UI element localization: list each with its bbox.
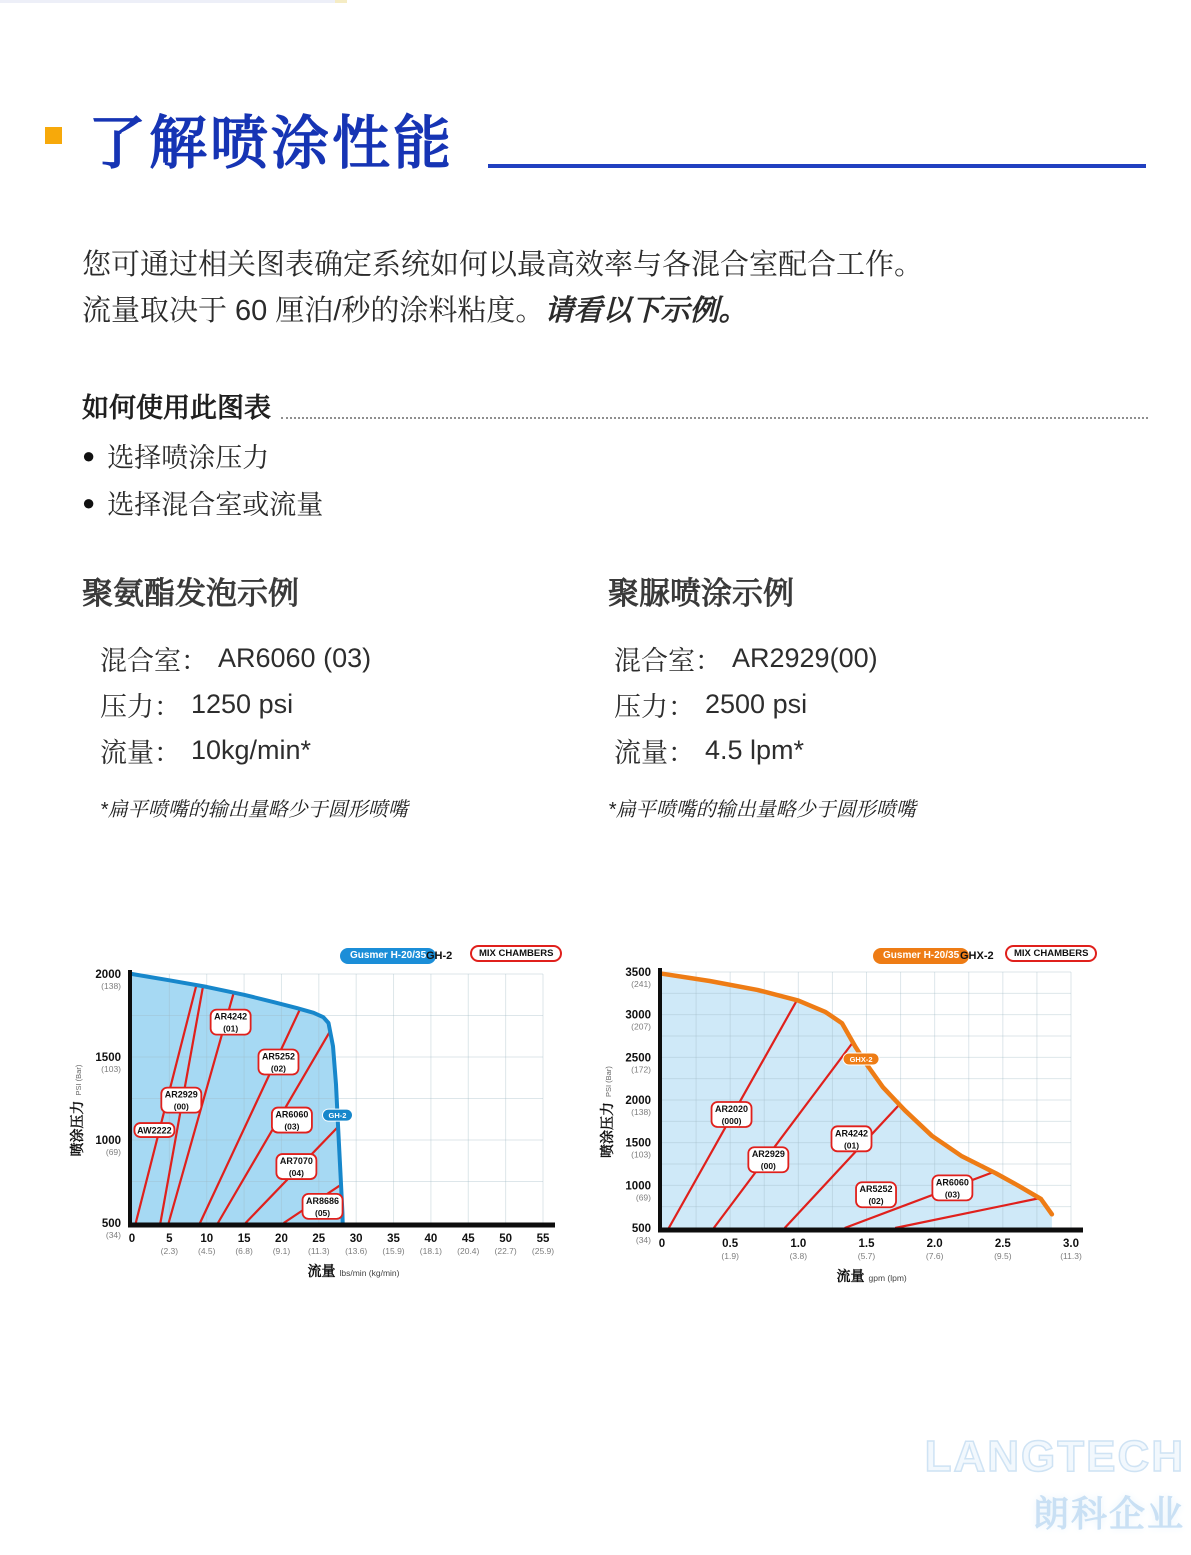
page-title: 了解喷涂性能 — [88, 111, 455, 176]
svg-text:(9.5): (9.5) — [994, 1251, 1012, 1261]
intro-emphasis: 请看以下示例。 — [544, 295, 748, 327]
svg-text:GH-2: GH-2 — [328, 1111, 347, 1121]
example-rows — [82, 635, 562, 773]
svg-text:(241): (241) — [631, 979, 651, 989]
example-row: 压力： 2500 psi — [614, 688, 808, 722]
svg-text:(20.4): (20.4) — [457, 1246, 480, 1256]
intro-line-2: 流量取决于 60 厘泊/秒的涂料粘度。请看以下示例。 — [82, 295, 748, 327]
svg-text:(5.7): (5.7) — [857, 1251, 876, 1261]
howto-title: 如何使用此图表 — [82, 393, 271, 423]
svg-text:(69): (69) — [105, 1147, 121, 1157]
svg-text:1.5: 1.5 — [858, 1238, 875, 1250]
svg-text:(11.3): (11.3) — [1060, 1251, 1082, 1261]
svg-text:(4.5): (4.5) — [197, 1246, 216, 1256]
intro-line-1: 您可通过相关图表确定系统如何以最高效率与各混合室配合工作。 — [82, 249, 924, 281]
svg-text:AR8686: AR8686 — [306, 1195, 340, 1206]
mix-chambers-legend: MIX CHAMBERS — [470, 945, 562, 962]
svg-text:2.5: 2.5 — [994, 1238, 1011, 1250]
svg-text:(03): (03) — [284, 1121, 300, 1132]
svg-text:0.5: 0.5 — [722, 1238, 739, 1250]
svg-text:55: 55 — [536, 1233, 550, 1245]
title-underline — [488, 164, 1146, 168]
example-rows — [608, 635, 1088, 773]
svg-text:20: 20 — [275, 1233, 288, 1245]
svg-text:(13.6): (13.6) — [345, 1246, 368, 1256]
svg-text:10: 10 — [200, 1233, 214, 1245]
svg-text:1.0: 1.0 — [790, 1238, 807, 1250]
svg-text:AR6060: AR6060 — [275, 1109, 309, 1120]
howto-section-header — [82, 386, 1148, 425]
bullet-icon: ● — [82, 442, 96, 468]
svg-text:15: 15 — [237, 1233, 251, 1245]
svg-text:流量: 流量 — [307, 1263, 336, 1279]
svg-text:5: 5 — [166, 1233, 173, 1245]
svg-text:(138): (138) — [101, 981, 121, 991]
bullet-icon: ● — [82, 489, 96, 515]
example-polyurea-spray — [608, 568, 1088, 822]
svg-text:(6.8): (6.8) — [235, 1246, 253, 1256]
howto-bullets — [82, 432, 323, 526]
svg-text:3500: 3500 — [625, 967, 651, 979]
svg-text:流量: 流量 — [836, 1268, 865, 1284]
svg-text:(1.9): (1.9) — [721, 1251, 739, 1261]
svg-text:2.0: 2.0 — [926, 1238, 943, 1250]
top-decor-accent — [335, 0, 347, 3]
svg-text:PSI (Bar): PSI (Bar) — [74, 1064, 83, 1096]
chart-gh2 — [55, 935, 585, 1307]
svg-text:1500: 1500 — [625, 1137, 651, 1150]
example-footnote: *扁平喷嘴的输出量略少于圆形喷嘴 — [100, 799, 408, 821]
svg-text:AR2020: AR2020 — [715, 1104, 749, 1115]
svg-text:1500: 1500 — [95, 1052, 121, 1064]
dotted-leader — [281, 417, 1148, 419]
svg-text:(01): (01) — [843, 1140, 860, 1151]
intro-paragraph — [82, 242, 923, 334]
ghx2-chart-canvas — [585, 935, 1115, 1307]
watermark-logo-cn: 朗科企业 — [1032, 1493, 1185, 1534]
svg-text:0: 0 — [658, 1238, 666, 1250]
svg-text:AR2929: AR2929 — [164, 1089, 198, 1100]
svg-text:(18.1): (18.1) — [419, 1246, 443, 1256]
svg-text:(9.1): (9.1) — [272, 1246, 291, 1256]
svg-text:(207): (207) — [631, 1021, 651, 1032]
svg-text:35: 35 — [387, 1233, 400, 1245]
svg-text:AW2222: AW2222 — [137, 1125, 172, 1136]
svg-text:AR2929: AR2929 — [751, 1149, 785, 1160]
svg-text:(34): (34) — [105, 1230, 121, 1240]
svg-text:喷涂压力: 喷涂压力 — [69, 1100, 85, 1157]
svg-text:1000: 1000 — [625, 1180, 651, 1193]
gh2-chart-canvas — [55, 935, 585, 1307]
svg-text:喷涂压力: 喷涂压力 — [599, 1102, 615, 1158]
svg-text:(34): (34) — [635, 1235, 651, 1245]
chart-ghx2 — [585, 935, 1115, 1307]
svg-text:1000: 1000 — [95, 1135, 121, 1147]
list-item: ● 选择喷涂压力 — [82, 442, 270, 473]
svg-text:AR4242: AR4242 — [214, 1011, 248, 1022]
svg-text:AR5252: AR5252 — [261, 1051, 295, 1062]
svg-text:(11.3): (11.3) — [308, 1246, 330, 1256]
svg-text:30: 30 — [349, 1233, 363, 1245]
svg-text:3000: 3000 — [625, 1009, 651, 1022]
svg-text:AR7070: AR7070 — [279, 1156, 313, 1167]
machine-badge: Gusmer H-20/35 — [340, 948, 436, 964]
svg-text:(25.9): (25.9) — [531, 1246, 555, 1256]
svg-text:(103): (103) — [631, 1149, 651, 1160]
example-title: 聚氨酯发泡示例 — [82, 576, 299, 611]
example-row: 混合室： AR2929(00) — [614, 642, 878, 676]
example-polyurethane-foam — [82, 568, 562, 822]
svg-text:(02): (02) — [868, 1196, 884, 1207]
svg-text:(15.9): (15.9) — [382, 1246, 405, 1256]
svg-text:25: 25 — [312, 1233, 326, 1245]
svg-text:(05): (05) — [314, 1207, 331, 1218]
svg-text:PSI (Bar): PSI (Bar) — [604, 1066, 613, 1097]
svg-text:AR4242: AR4242 — [834, 1128, 869, 1139]
company-watermark — [900, 1432, 1191, 1537]
svg-text:gpm (lpm): gpm (lpm) — [868, 1273, 907, 1283]
svg-text:(22.7): (22.7) — [494, 1246, 517, 1256]
svg-text:2500: 2500 — [625, 1052, 651, 1065]
svg-text:(138): (138) — [631, 1107, 651, 1117]
model-label: GHX-2 — [960, 950, 994, 962]
svg-text:(00): (00) — [760, 1161, 776, 1172]
svg-text:2000: 2000 — [625, 1095, 651, 1107]
svg-text:(04): (04) — [288, 1168, 304, 1179]
svg-text:(2.3): (2.3) — [160, 1246, 179, 1256]
example-footnote: *扁平喷嘴的输出量略少于圆形喷嘴 — [608, 799, 916, 821]
svg-text:GHX-2: GHX-2 — [849, 1055, 873, 1065]
machine-badge: Gusmer H-20/35 — [873, 948, 969, 964]
svg-text:45: 45 — [461, 1233, 475, 1245]
svg-text:AR5252: AR5252 — [859, 1184, 893, 1195]
svg-text:2000: 2000 — [95, 969, 121, 981]
svg-text:AR6060: AR6060 — [935, 1177, 969, 1188]
svg-text:(00): (00) — [173, 1101, 189, 1112]
svg-text:(03): (03) — [944, 1189, 960, 1200]
svg-text:lbs/min (kg/min): lbs/min (kg/min) — [339, 1268, 400, 1278]
svg-text:(01): (01) — [223, 1023, 239, 1034]
top-decor-line — [0, 0, 335, 3]
watermark-logo-en: LANGTECH — [924, 1432, 1185, 1481]
svg-text:50: 50 — [499, 1233, 513, 1245]
svg-text:0: 0 — [128, 1233, 136, 1245]
example-row: 混合室： AR6060 (03) — [100, 642, 372, 676]
svg-text:(7.6): (7.6) — [925, 1251, 944, 1261]
example-row: 压力： 1250 psi — [100, 688, 294, 722]
svg-text:3.0: 3.0 — [1063, 1238, 1079, 1250]
svg-text:40: 40 — [424, 1233, 438, 1245]
list-item: ● 选择混合室或流量 — [82, 489, 324, 520]
svg-text:(172): (172) — [631, 1064, 651, 1075]
svg-text:(02): (02) — [270, 1063, 287, 1074]
svg-text:(103): (103) — [101, 1064, 121, 1074]
model-label: GH-2 — [426, 950, 453, 962]
svg-text:(3.8): (3.8) — [789, 1251, 808, 1261]
mix-chambers-legend: MIX CHAMBERS — [1005, 945, 1097, 962]
example-title: 聚脲喷涂示例 — [608, 576, 794, 611]
title-bullet-square — [45, 127, 62, 144]
example-row: 流量： 10kg/min* — [100, 734, 312, 768]
svg-text:(000): (000) — [721, 1116, 742, 1127]
svg-text:500: 500 — [101, 1218, 121, 1230]
svg-text:(69): (69) — [635, 1192, 651, 1203]
svg-text:500: 500 — [631, 1223, 651, 1235]
example-row: 流量： 4.5 lpm* — [614, 734, 805, 768]
